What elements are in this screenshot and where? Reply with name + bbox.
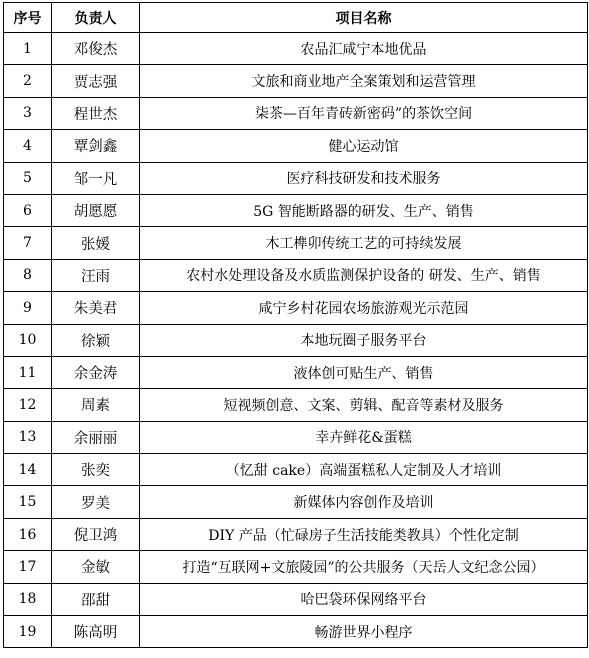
- table-row: [4, 421, 588, 453]
- table-row: [4, 130, 588, 162]
- table-row: [4, 324, 588, 356]
- row-project-cell: 5G 智能断路器的研发、生产、销售: [140, 194, 588, 226]
- row-index-cell: 16: [4, 518, 52, 550]
- header-project: 项目名称: [140, 3, 588, 33]
- row-owner-cell: 张媛: [52, 227, 140, 259]
- row-owner-cell: 金敏: [52, 551, 140, 583]
- table-row: [4, 583, 588, 615]
- table-row: [4, 518, 588, 550]
- row-project-cell: 健心运动馆: [140, 130, 588, 162]
- row-project-cell: 木工榫卯传统工艺的可持续发展: [140, 227, 588, 259]
- row-project-cell: 打造“互联网+文旅陵园”的公共服务（天岳人文纪念公园）: [140, 551, 588, 583]
- table-row: [4, 616, 588, 648]
- table-body: [4, 33, 588, 648]
- row-index-cell: 8: [4, 259, 52, 291]
- row-index-cell: 12: [4, 389, 52, 421]
- table-row: [4, 162, 588, 194]
- row-owner-cell: 徐颖: [52, 324, 140, 356]
- row-owner-cell: 邵甜: [52, 583, 140, 615]
- row-owner-cell: 张奕: [52, 454, 140, 486]
- table-row: [4, 194, 588, 226]
- row-owner-cell: 邓俊杰: [52, 33, 140, 65]
- row-index-cell: 11: [4, 356, 52, 388]
- row-index-cell: 19: [4, 616, 52, 648]
- table-row: [4, 65, 588, 97]
- row-project-cell: 农村水处理设备及水质监测保护设备的 研发、生产、销售: [140, 259, 588, 291]
- row-project-cell: 畅游世界小程序: [140, 616, 588, 648]
- row-project-cell: 幸卉鲜花&蛋糕: [140, 421, 588, 453]
- header-owner: 负责人: [52, 3, 140, 33]
- table-row: [4, 389, 588, 421]
- row-project-cell: 文旅和商业地产全案策划和运营管理: [140, 65, 588, 97]
- row-index-cell: 4: [4, 130, 52, 162]
- row-project-cell: 柒茶—百年青砖新密码”的茶饮空间: [140, 97, 588, 129]
- header-index: 序号: [4, 3, 52, 33]
- row-project-cell: 农品汇咸宁本地优品: [140, 33, 588, 65]
- row-index-cell: 6: [4, 194, 52, 226]
- row-owner-cell: 余金涛: [52, 356, 140, 388]
- row-index-cell: 7: [4, 227, 52, 259]
- row-owner-cell: 陈高明: [52, 616, 140, 648]
- row-index-cell: 3: [4, 97, 52, 129]
- row-project-cell: 咸宁乡村花园农场旅游观光示范园: [140, 292, 588, 324]
- row-owner-cell: 贾志强: [52, 65, 140, 97]
- row-project-cell: 短视频创意、文案、剪辑、配音等素材及服务: [140, 389, 588, 421]
- row-owner-cell: 程世杰: [52, 97, 140, 129]
- row-owner-cell: 余丽丽: [52, 421, 140, 453]
- table-row: [4, 551, 588, 583]
- table-row: [4, 486, 588, 518]
- row-project-cell: 本地玩圈子服务平台: [140, 324, 588, 356]
- row-owner-cell: 罗美: [52, 486, 140, 518]
- row-project-cell: DIY 产品（忙碌房子生活技能类教具）个性化定制: [140, 518, 588, 550]
- table-row: [4, 259, 588, 291]
- row-owner-cell: 倪卫鸿: [52, 518, 140, 550]
- row-index-cell: 2: [4, 65, 52, 97]
- row-index-cell: 10: [4, 324, 52, 356]
- table-row: [4, 227, 588, 259]
- row-project-cell: 医疗科技研发和技术服务: [140, 162, 588, 194]
- row-project-cell: 哈巴袋环保网络平台: [140, 583, 588, 615]
- table-row: [4, 33, 588, 65]
- row-index-cell: 17: [4, 551, 52, 583]
- row-owner-cell: 朱美君: [52, 292, 140, 324]
- table-row: [4, 97, 588, 129]
- table-row: [4, 292, 588, 324]
- row-project-cell: 液体创可贴生产、销售: [140, 356, 588, 388]
- project-table: [3, 2, 588, 648]
- row-owner-cell: 覃剑鑫: [52, 130, 140, 162]
- row-index-cell: 1: [4, 33, 52, 65]
- row-owner-cell: 邹一凡: [52, 162, 140, 194]
- row-project-cell: （忆甜 cake）高端蛋糕私人定制及人才培训: [140, 454, 588, 486]
- row-index-cell: 5: [4, 162, 52, 194]
- row-index-cell: 13: [4, 421, 52, 453]
- row-owner-cell: 汪雨: [52, 259, 140, 291]
- row-owner-cell: 胡愿愿: [52, 194, 140, 226]
- row-index-cell: 15: [4, 486, 52, 518]
- row-project-cell: 新媒体内容创作及培训: [140, 486, 588, 518]
- table-row: [4, 356, 588, 388]
- row-index-cell: 9: [4, 292, 52, 324]
- row-index-cell: 18: [4, 583, 52, 615]
- table-row: [4, 454, 588, 486]
- header-row: [4, 3, 588, 33]
- row-index-cell: 14: [4, 454, 52, 486]
- row-owner-cell: 周素: [52, 389, 140, 421]
